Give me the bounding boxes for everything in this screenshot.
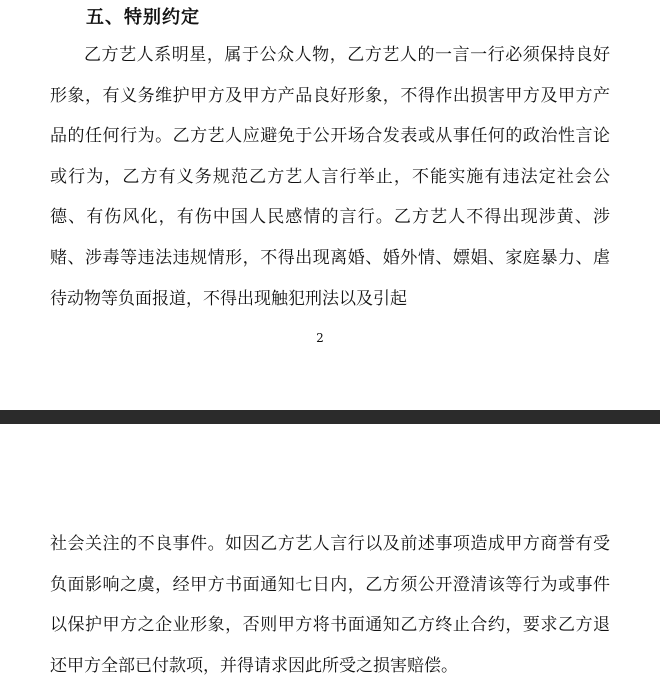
document-page-2: [0, 424, 660, 688]
contract-paragraph: 乙方艺人系明星，属于公众人物，乙方艺人的一言一行必须保持良好形象，有义务维护甲方及甲方产品良好形象，不得作出损害甲方及甲方产品的任何行为。乙方艺人应避免于公开场合发表或从事任何的政治性言论或行为，乙方有义务规范乙方艺人言行举止，不能实施有违法定社会公德、有伤风化，有伤中国人民感情的言行。乙方艺人不得出现涉黄、涉赌、涉毒等违法违规情形，不得出现离婚、婚外情、嫖娼、家庭暴力、虐待动物等负面报道，不得出现触犯刑法以及引起: [50, 45, 610, 309]
section-heading: 五、特别约定: [86, 7, 200, 28]
contract-paragraph-continued: 社会关注的不良事件。如因乙方艺人言行以及前述事项造成甲方商誉有受负面影响之虞，经甲方书面通知七日内，乙方须公开澄清该等行为或事件以保护甲方之企业形象，否则甲方将书面通知乙方终止合约，要求乙方退还甲方全部已付款项，并得请求因此所受之损害赔偿。: [50, 534, 610, 676]
page-separator: [0, 410, 660, 424]
page-number: 2: [316, 331, 324, 345]
